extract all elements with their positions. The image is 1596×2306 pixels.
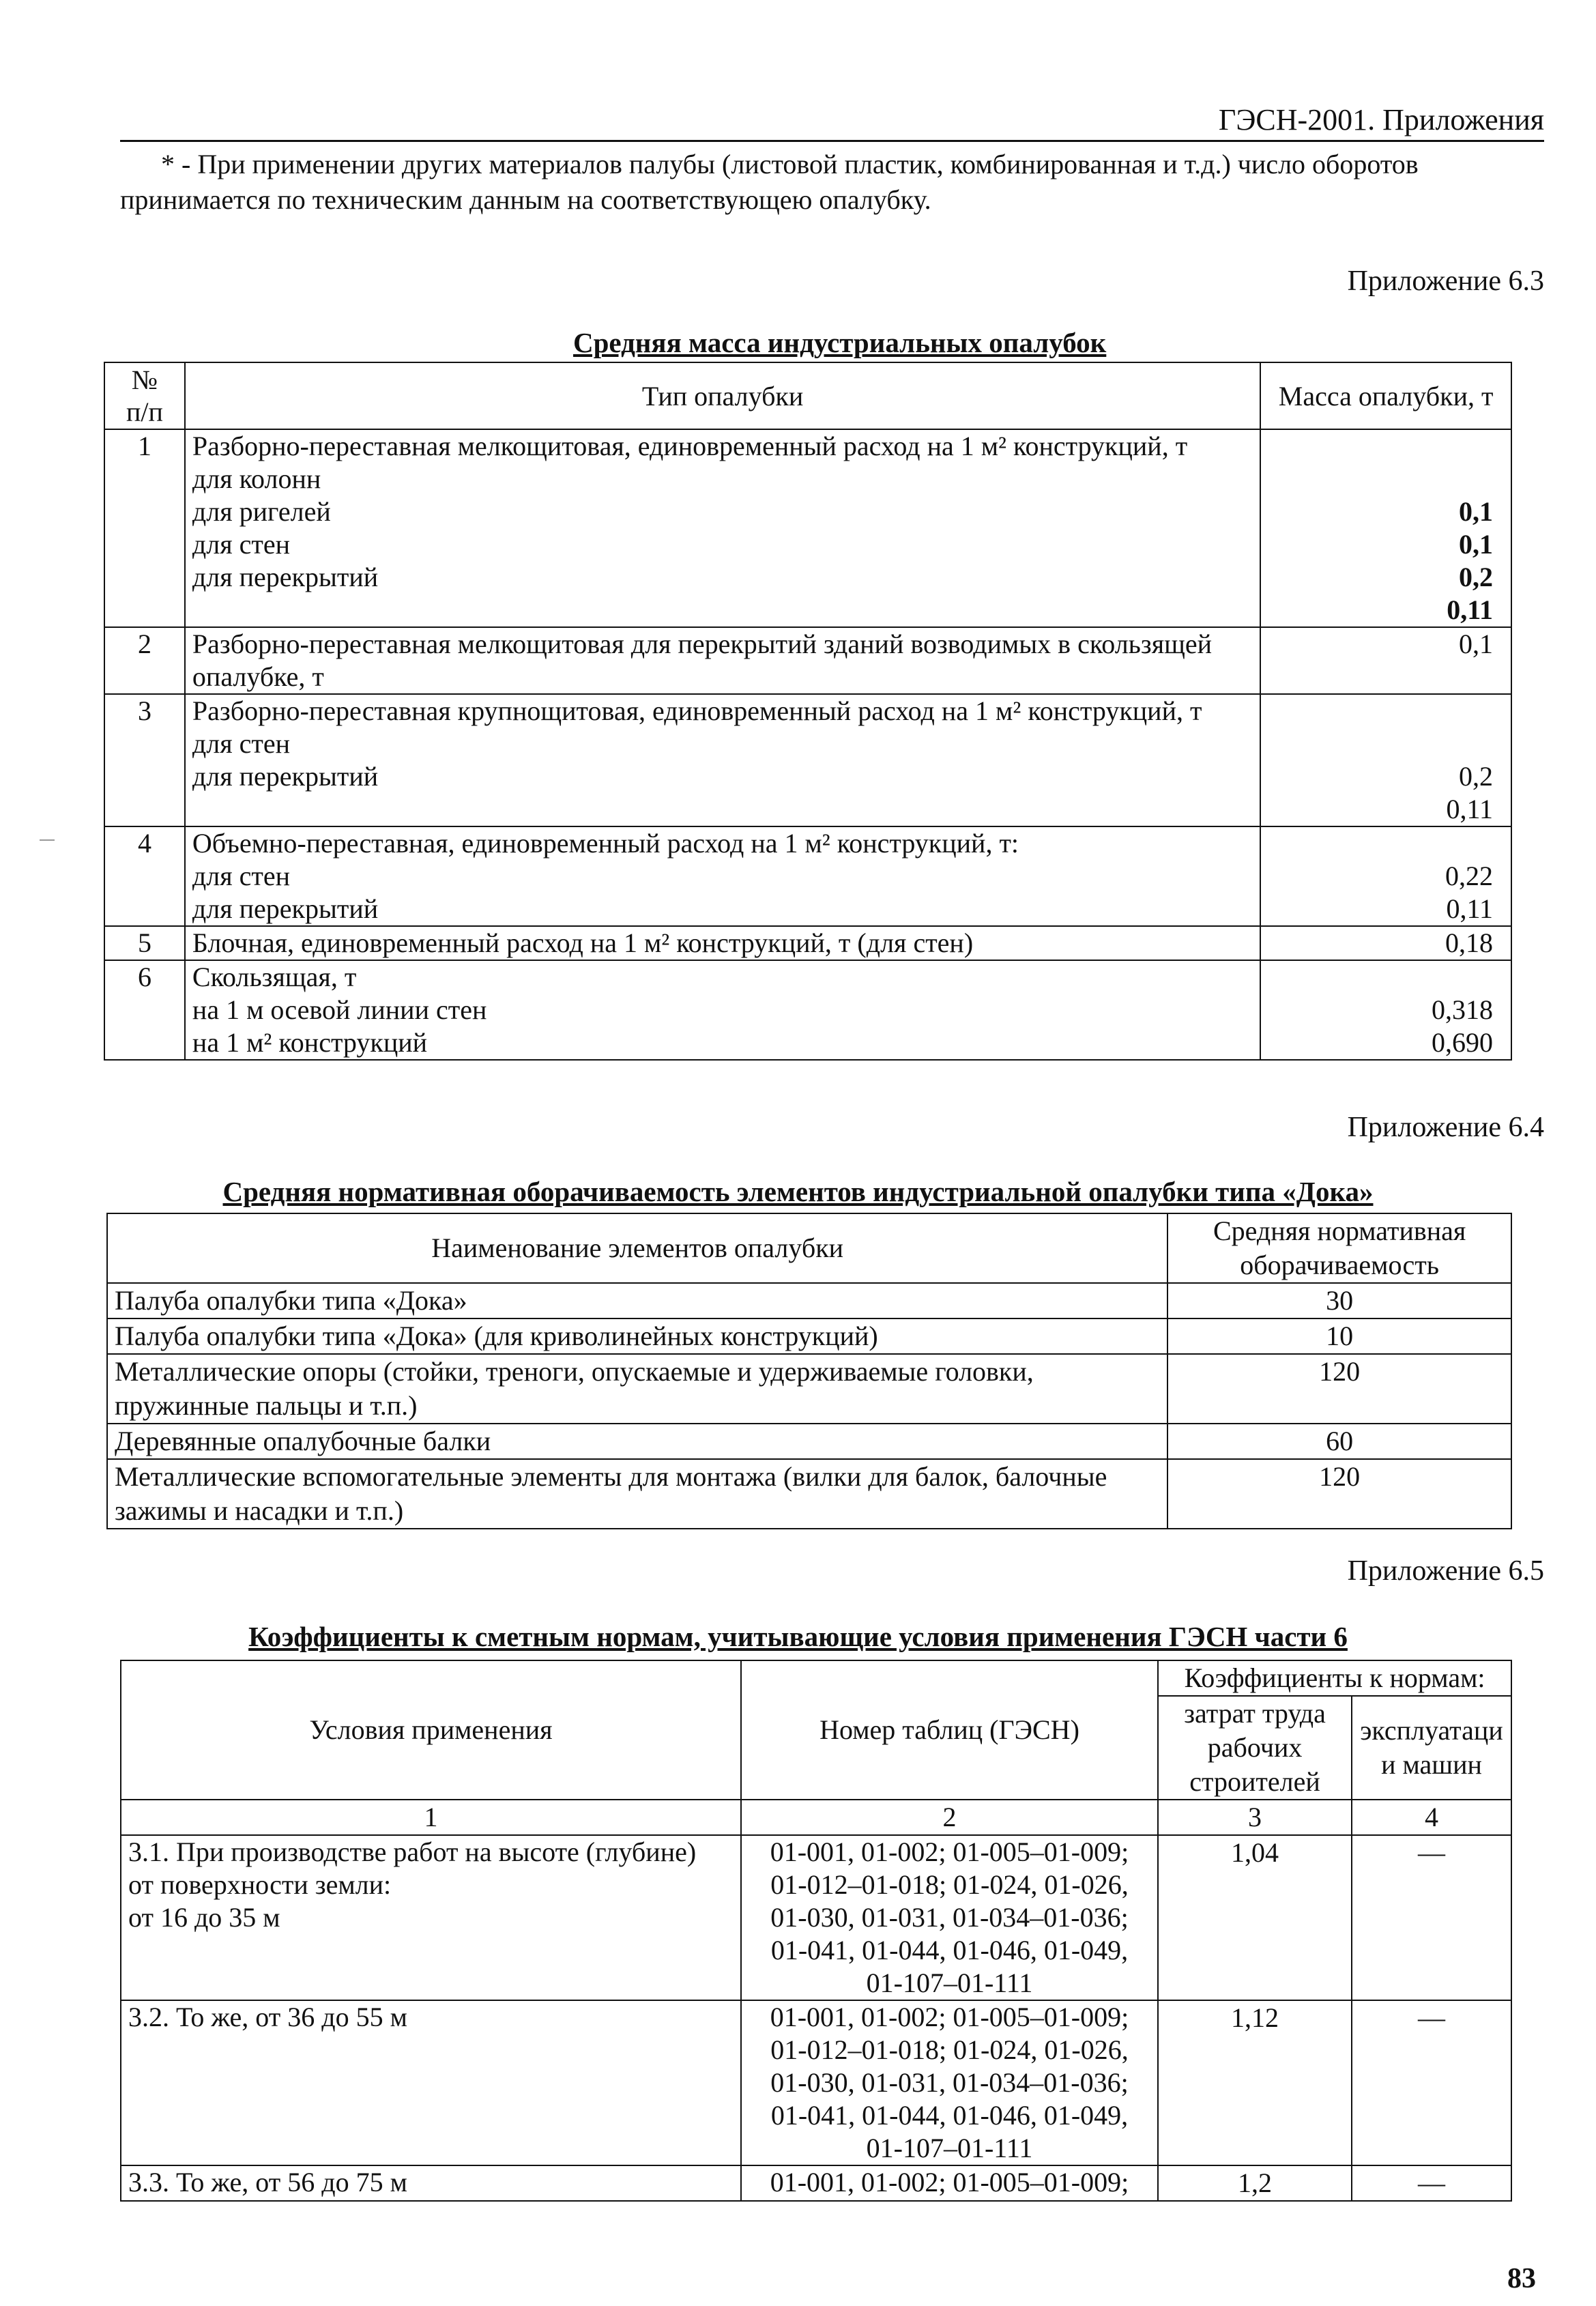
formwork-type-cell xyxy=(185,429,1260,627)
machines-coefficient-cell: — xyxy=(1352,1835,1511,2000)
appendix-6-5-label: Приложение 6.5 xyxy=(1347,1555,1544,1587)
mass-cell xyxy=(1260,627,1511,694)
table-row xyxy=(121,2000,1511,2165)
col-number-header xyxy=(104,362,185,429)
formwork-type-line: Разборно-переставная крупнощитовая, единовременный расход на 1 м² конструкций, т xyxy=(192,695,1202,726)
mass-cell xyxy=(1260,429,1511,627)
mass-cell xyxy=(1260,694,1511,826)
mass-value xyxy=(1268,961,1493,994)
element-name-cell: Металлические вспомогательные элементы для монтажа (вилки для балок, балочные зажимы и насадки и т.п.) xyxy=(107,1459,1167,1529)
formwork-type-line: Объемно-переставная, единовременный расход на 1 м² конструкций, т: xyxy=(192,828,1019,859)
mass-value: 0,1 xyxy=(1459,529,1493,560)
formwork-type-line: Блочная, единовременный расход на 1 м² конструкций, т (для стен) xyxy=(192,927,974,958)
mass-value: 0,2 xyxy=(1459,562,1493,592)
col-index-3: 3 xyxy=(1158,1800,1352,1835)
table-numbers-line: 01-041, 01-044, 01-046, 01-049, xyxy=(770,1935,1129,1965)
col-mass-header: Масса опалубки, т xyxy=(1260,362,1511,429)
condition-cell xyxy=(121,2165,741,2201)
formwork-type-line: для перекрытий xyxy=(192,761,379,792)
table-row xyxy=(107,1354,1511,1424)
row-number: 3 xyxy=(104,694,185,826)
mass-value: 0,18 xyxy=(1445,927,1493,958)
table-row xyxy=(121,1835,1511,2000)
formwork-type-line: для перекрытий xyxy=(192,893,379,924)
coefficients-table xyxy=(120,1660,1512,2202)
machines-coefficient-cell: — xyxy=(1352,2000,1511,2165)
mass-value: 0,11 xyxy=(1446,893,1493,924)
running-header: ГЭСН-2001. Приложения xyxy=(1218,103,1544,136)
table-row xyxy=(104,429,1511,627)
table-numbers-line: 01-001, 01-002; 01-005–01-009; xyxy=(770,1836,1129,1867)
turnover-value-cell: 60 xyxy=(1167,1424,1511,1459)
table-row xyxy=(121,2165,1511,2201)
condition-line: 3.2. То же, от 36 до 55 м xyxy=(128,2002,407,2032)
footnote: * - При применении других материалов палубы (листовой пластик, комбинированная и т.д.) число оборотов принимается по техническим данным на соответствующею опалубку. xyxy=(120,149,1419,215)
row-number: 4 xyxy=(104,826,185,926)
scan-edge-mark xyxy=(40,839,55,841)
table-row xyxy=(104,627,1511,694)
turnover-value-cell: 120 xyxy=(1167,1354,1511,1424)
mass-value: 0,2 xyxy=(1459,761,1493,792)
table-numbers-line: 01-001, 01-002; 01-005–01-009; xyxy=(770,2002,1129,2032)
mass-value: 0,690 xyxy=(1432,1027,1493,1058)
formwork-type-line: на 1 м² конструкций xyxy=(192,1027,428,1058)
appendix-6-5-title: Коэффициенты к сметным нормам, учитывающие условия применения ГЭСН части 6 xyxy=(248,1621,1348,1652)
labor-coefficient-cell: 1,04 xyxy=(1158,1835,1352,2000)
formwork-type-line: для стен xyxy=(192,529,291,560)
element-name-cell: Палуба опалубки типа «Дока» (для криволинейных конструкций) xyxy=(107,1318,1167,1354)
turnover-value-cell: 30 xyxy=(1167,1283,1511,1318)
labor-coefficient-cell: 1,2 xyxy=(1158,2165,1352,2201)
mass-value xyxy=(1268,430,1493,463)
turnover-value-cell: 120 xyxy=(1167,1459,1511,1529)
turnover-table xyxy=(106,1213,1512,1529)
col-labor-header: затрат труда рабочих строителей xyxy=(1158,1696,1352,1800)
condition-line: 3.3. То же, от 56 до 75 м xyxy=(128,2167,407,2197)
col-coefficients-group-header: Коэффициенты к нормам: xyxy=(1158,1660,1511,1696)
table-row xyxy=(104,926,1511,960)
formwork-type-cell xyxy=(185,960,1260,1060)
appendix-6-3-label: Приложение 6.3 xyxy=(1347,265,1544,297)
turnover-value-cell: 10 xyxy=(1167,1318,1511,1354)
col-element-name-header: Наименование элементов опалубки xyxy=(107,1213,1167,1283)
page-number: 83 xyxy=(1507,2263,1536,2294)
mass-cell xyxy=(1260,926,1511,960)
element-name-cell: Деревянные опалубочные балки xyxy=(107,1424,1167,1459)
table-numbers-line: 01-041, 01-044, 01-046, 01-049, xyxy=(770,2100,1129,2131)
row-number: 2 xyxy=(104,627,185,694)
col-index-2: 2 xyxy=(741,1800,1158,1835)
row-number: 6 xyxy=(104,960,185,1060)
table-row xyxy=(107,1424,1511,1459)
table-row xyxy=(104,960,1511,1060)
col-tables-header: Номер таблиц (ГЭСН) xyxy=(741,1660,1158,1800)
table-row xyxy=(104,826,1511,926)
formwork-type-line: для ригелей xyxy=(192,496,331,527)
table-numbers-cell xyxy=(741,1835,1158,2000)
mass-cell xyxy=(1260,960,1511,1060)
col-index-1: 1 xyxy=(121,1800,741,1835)
mass-value: 0,11 xyxy=(1446,794,1493,824)
col-number-line2: п/п xyxy=(126,397,163,427)
element-name-cell: Металлические опоры (стойки, треноги, опускаемые и удерживаемые головки, пружинные пальцы и т.п.) xyxy=(107,1354,1167,1424)
mass-cell xyxy=(1260,826,1511,926)
condition-cell xyxy=(121,1835,741,2000)
condition-line: от 16 до 35 м xyxy=(128,1902,280,1933)
machines-coefficient-cell: — xyxy=(1352,2165,1511,2201)
mass-value xyxy=(1268,463,1493,495)
formwork-type-cell xyxy=(185,694,1260,826)
mass-value xyxy=(1268,727,1493,760)
formwork-type-line: для стен xyxy=(192,728,291,759)
col-index-4: 4 xyxy=(1352,1800,1511,1835)
formwork-type-cell xyxy=(185,926,1260,960)
formwork-type-line: для стен xyxy=(192,861,291,891)
mass-value: 0,22 xyxy=(1445,861,1493,891)
col-number-line1: № xyxy=(131,364,158,395)
row-number: 1 xyxy=(104,429,185,627)
row-number: 5 xyxy=(104,926,185,960)
mass-value: 0,1 xyxy=(1459,496,1493,527)
formwork-type-line: Разборно-переставная мелкощитовая, единовременный расход на 1 м² конструкций, т xyxy=(192,431,1188,461)
table-numbers-line: 01-107–01-111 xyxy=(866,2133,1033,2163)
col-turnover-header: Средняя нормативная оборачиваемость xyxy=(1167,1213,1511,1283)
condition-line: от поверхности земли: xyxy=(128,1869,392,1900)
table-numbers-line: 01-012–01-018; 01-024, 01-026, xyxy=(770,2034,1129,2065)
header-rule xyxy=(120,140,1544,142)
table-row xyxy=(104,694,1511,826)
formwork-type-cell xyxy=(185,826,1260,926)
labor-coefficient-cell: 1,12 xyxy=(1158,2000,1352,2165)
formwork-type-line: Разборно-переставная мелкощитовая для перекрытий зданий возводимых в скользящей опалубке, т xyxy=(192,629,1213,692)
table-numbers-cell xyxy=(741,2165,1158,2201)
table-row xyxy=(107,1283,1511,1318)
appendix-6-3-title: Средняя масса индустриальных опалубок xyxy=(573,327,1107,358)
table-numbers-line: 01-030, 01-031, 01-034–01-036; xyxy=(770,2067,1129,2098)
appendix-6-4-title: Средняя нормативная оборачиваемость элементов индустриальной опалубки типа «Дока» xyxy=(222,1176,1374,1207)
col-conditions-header: Условия применения xyxy=(121,1660,741,1800)
formwork-type-line: для перекрытий xyxy=(192,562,379,592)
formwork-type-line: для колонн xyxy=(192,463,321,494)
table-numbers-line: 01-001, 01-002; 01-005–01-009; xyxy=(770,2167,1129,2197)
table-row xyxy=(107,1459,1511,1529)
col-machines-header: эксплуатаци и машин xyxy=(1352,1696,1511,1800)
mass-value xyxy=(1268,695,1493,727)
table-numbers-line: 01-107–01-111 xyxy=(866,1968,1033,1998)
table-numbers-cell xyxy=(741,2000,1158,2165)
table-row xyxy=(107,1318,1511,1354)
mass-value: 0,318 xyxy=(1432,994,1493,1025)
table-numbers-line: 01-030, 01-031, 01-034–01-036; xyxy=(770,1902,1129,1933)
formwork-type-cell xyxy=(185,627,1260,694)
mass-value: 0,11 xyxy=(1447,594,1493,625)
formwork-type-line: Скользящая, т xyxy=(192,962,357,992)
mass-value xyxy=(1268,827,1493,860)
element-name-cell: Палуба опалубки типа «Дока» xyxy=(107,1283,1167,1318)
table-numbers-line: 01-012–01-018; 01-024, 01-026, xyxy=(770,1869,1129,1900)
formwork-mass-table xyxy=(104,362,1512,1061)
condition-line: 3.1. При производстве работ на высоте (глубине) xyxy=(128,1836,697,1867)
formwork-type-line: на 1 м осевой линии стен xyxy=(192,994,487,1025)
appendix-6-4-label: Приложение 6.4 xyxy=(1347,1112,1544,1143)
mass-value: 0,1 xyxy=(1459,629,1493,659)
col-type-header: Тип опалубки xyxy=(185,362,1260,429)
condition-cell xyxy=(121,2000,741,2165)
